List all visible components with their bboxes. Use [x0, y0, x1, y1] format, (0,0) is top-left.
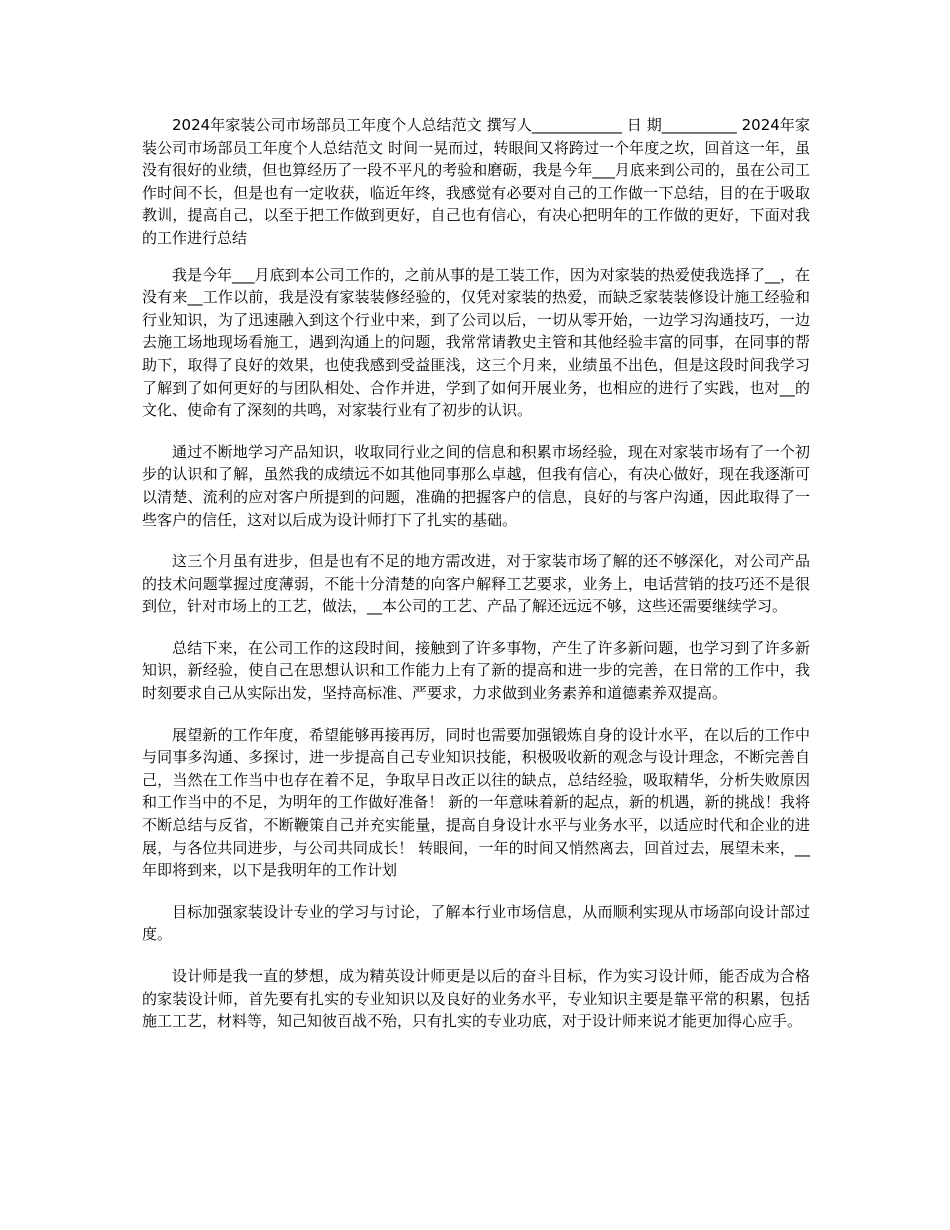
body-paragraph-3: 这三个月虽有进步，但是也有不足的地方需改进，对于家装市场了解的还不够深化，对公司产品的技术问题掌握过度薄弱，不能十分清楚的向客户解释工艺要求，业务上，电话营销的技巧还不是很到位，针对市场上的工艺，做法，__本公司的工艺、产品了解还远远不够，这些还需要继续学习。 [142, 552, 810, 616]
body-paragraph-6: 目标加强家装设计专业的学习与讨论，了解本行业市场信息，从而顺利实现从市场部向设计部过度。 [142, 902, 810, 944]
header-paragraph: 2024年家装公司市场部员工年度个人总结范文 撰写人____________ 日 期__________ 2024年家装公司市场部员工年度个人总结范文 时间一晃而过，转眼间又将跨过一个年度之坎，回首这一年，虽没有很好的业绩，但也算经历了一段不平凡的考验和磨砺，我是今年___月底来到公司的，虽在公司工作时间不长，但是也有一定收获，临近年终，我感觉有必要对自己的工作做一下总结，目的在于吸取教训，提高自己，以至于把工作做到更好，自己也有信心，有决心把明年的工作做的更好，下面对我的工作进行总结 [142, 116, 810, 247]
body-paragraph-7: 设计师是我一直的梦想，成为精英设计师更是以后的奋斗目标，作为实习设计师，能否成为合格的家装设计师，首先要有扎实的专业知识以及良好的业务水平，专业知识主要是靠平常的积累，包括施工工艺，材料等，知己知彼百战不殆，只有扎实的专业功底，对于设计师来说才能更加得心应手。 [142, 967, 810, 1031]
body-paragraph-1: 我是今年___月底到本公司工作的，之前从事的是工装工作，因为对家装的热爱使我选择了__，在没有来__工作以前，我是没有家装装修经验的，仅凭对家装的热爱，而缺乏家装装修设计施工经验和行业知识，为了迅速融入到这个行业中来，到了公司以后，一切从零开始，一边学习沟通技巧，一边去施工场地现场看施工，遇到沟通上的问题，我常常请教史主管和其他经验丰富的同事，在同事的帮助下，取得了良好的效果，也使我感到受益匪浅，这三个月来，业绩虽不出色，但是这段时间我学习了解到了如何更好的与团队相处、合作并进，学到了如何开展业务，也相应的进行了实践，也对__的文化、使命有了深刻的共鸣，对家装行业有了初步的认识。 [142, 265, 810, 420]
document-page [142, 114, 810, 1052]
body-paragraph-5: 展望新的工作年度，希望能够再接再厉，同时也需要加强锻炼自身的设计水平，在以后的工作中与同事多沟通、多探讨，进一步提高自己专业知识技能，积极吸收新的观念与设计理念，不断完善自己，当然在工作当中也存在着不足，争取早日改正以往的缺点，总结经验，吸取精华，分析失败原因和工作当中的不足，为明年的工作做好准备！ 新的一年意味着新的起点，新的机遇，新的挑战！我将不断总结与反省，不断鞭策自己并充实能量，提高自身设计水平与业务水平，以适应时代和企业的进展，与各位共同进步，与公司共同成长！ 转眼间，一年的时间又悄然离去，回首过去，展望未来，__年即将到来，以下是我明年的工作计划 [142, 725, 810, 880]
body-paragraph-4: 总结下来，在公司工作的这段时间，接触到了许多事物，产生了许多新问题，也学习到了许多新知识，新经验，使自己在思想认识和工作能力上有了新的提高和进一步的完善，在日常的工作中，我时刻要求自己从实际出发，坚持高标准、严要求，力求做到业务素养和道德素养双提高。 [142, 638, 810, 703]
body-paragraph-2: 通过不断地学习产品知识，收取同行业之间的信息和积累市场经验，现在对家装市场有了一个初步的认识和了解，虽然我的成绩远不如其他同事那么卓越，但我有信心，有决心做好，现在我逐渐可以清楚、流利的应对客户所提到的问题，准确的把握客户的信息，良好的与客户沟通，因此取得了一些客户的信任，这对以后成为设计师打下了扎实的基础。 [142, 442, 810, 529]
